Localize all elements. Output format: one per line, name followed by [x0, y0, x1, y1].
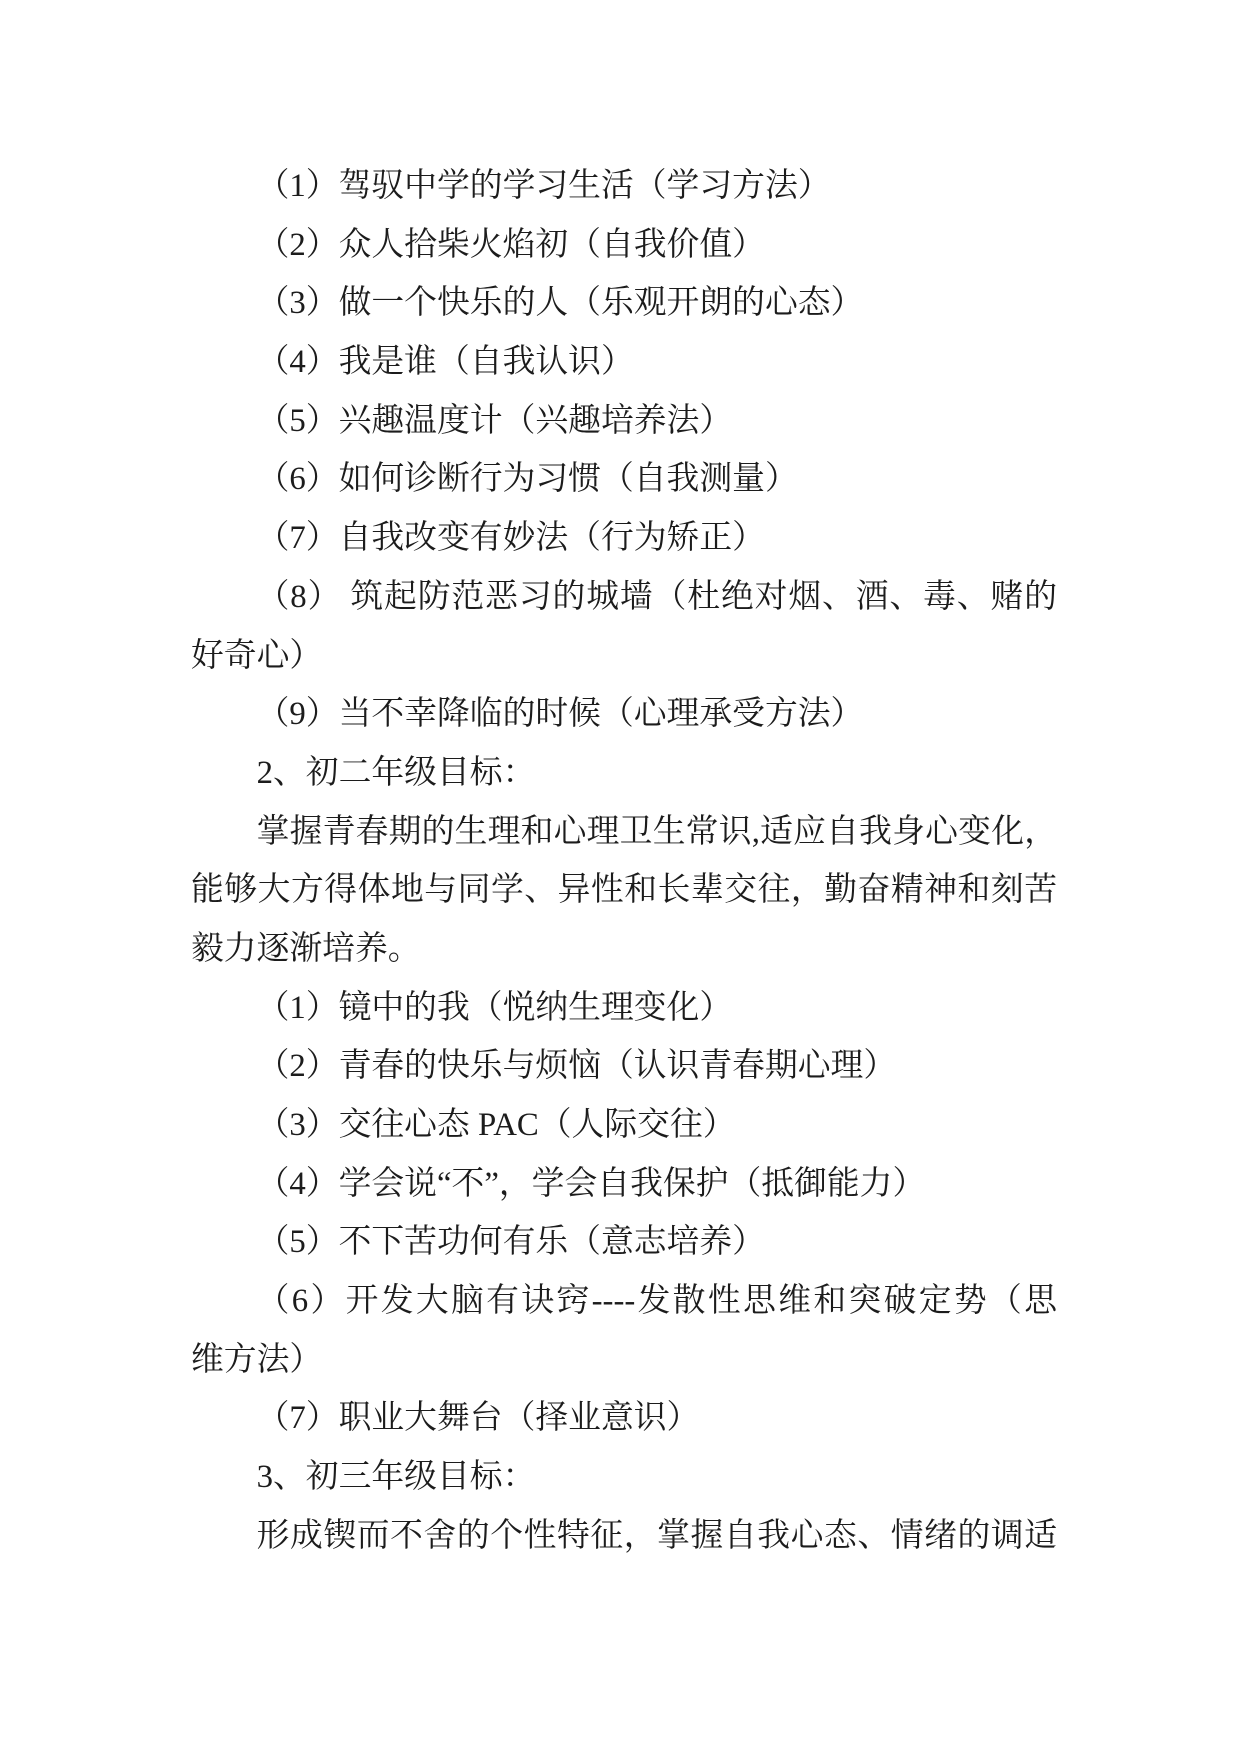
list-item-line: （8） 筑起防范恶习的城墙（杜绝对烟、酒、毒、赌的 [256, 578, 1057, 615]
list-item: （2）众人拾柴火焰初（自我价值） [256, 226, 765, 263]
section-heading: 3、初三年级目标： [256, 1459, 536, 1496]
list-item: （4）我是谁（自我认识） [256, 344, 634, 381]
paragraph-line: 能够大方得体地与同学、异性和长辈交往，勤奋精神和刻苦 [191, 872, 1057, 909]
grade2-section [191, 744, 1057, 1448]
list-item: （7）职业大舞台（择业意识） [256, 1400, 700, 1437]
list-item: （1）驾驭中学的学习生活（学习方法） [256, 168, 831, 204]
section-heading: 2、初二年级目标： [256, 754, 536, 791]
list-item: （3）做一个快乐的人（乐观开朗的心态） [256, 285, 864, 322]
list-item: （7）自我改变有妙法（行为矫正） [256, 520, 765, 557]
goal-paragraph [191, 1507, 1057, 1566]
paragraph-line: 毅力逐渐培养。 [191, 930, 421, 967]
list-item [191, 1272, 1057, 1389]
list-item-line: 好奇心） [191, 637, 323, 674]
grade3-section [191, 1448, 1057, 1565]
list-item: （2）青春的快乐与烦恼（认识青春期心理） [256, 1048, 897, 1085]
paragraph-line: 形成锲而不舍的个性特征，掌握自我心态、情绪的调适 [256, 1517, 1057, 1554]
list-item: （9）当不幸降临的时候（心理承受方法） [256, 696, 864, 733]
paragraph-line: 掌握青春期的生理和心理卫生常识,适应自我身心变化， [256, 813, 1057, 850]
document-body [191, 157, 1057, 1566]
grade2-item-list [191, 979, 1057, 1449]
grade1-item-list [191, 157, 1057, 744]
list-item: （1）镜中的我（悦纳生理变化） [256, 989, 733, 1026]
list-item: （6）如何诊断行为习惯（自我测量） [256, 461, 798, 498]
list-item: （4）学会说“不”，学会自我保护（抵御能力） [256, 1165, 926, 1202]
list-item: （3）交往心态 PAC（人际交往） [256, 1107, 736, 1143]
list-item-line: 维方法） [191, 1341, 323, 1378]
list-item: （5）兴趣温度计（兴趣培养法） [256, 402, 733, 439]
list-item-line: （6）开发大脑有诀窍----发散性思维和突破定势（思 [256, 1283, 1057, 1320]
list-item [191, 568, 1057, 685]
list-item: （5）不下苦功何有乐（意志培养） [256, 1224, 765, 1261]
goal-paragraph [191, 803, 1057, 979]
